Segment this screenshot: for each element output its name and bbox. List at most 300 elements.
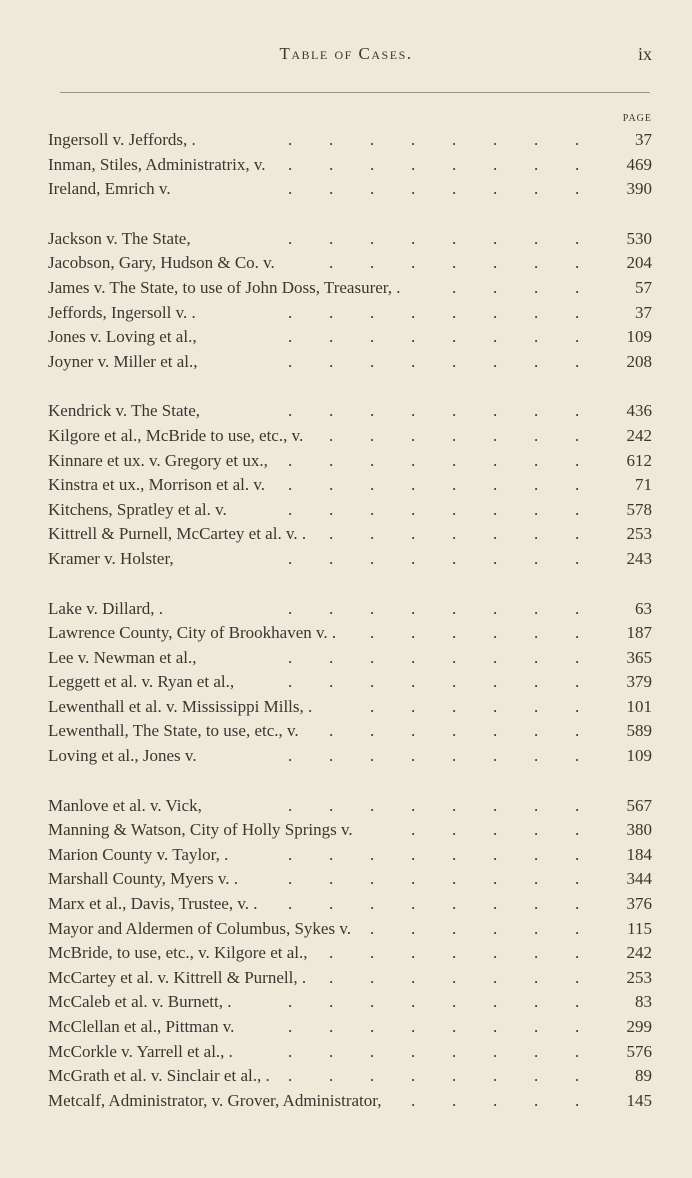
leader-dot: . [411, 130, 416, 149]
leader-dot: . [493, 844, 498, 864]
leader-dot: . [411, 721, 416, 741]
leader-dot: . [534, 277, 539, 297]
case-name: Kendrick v. The State, [48, 401, 201, 421]
leader-dot: . [329, 746, 334, 766]
leader-dot: . [493, 228, 498, 248]
leader-dot: . [288, 992, 293, 1012]
leader-dot: . [575, 894, 580, 914]
leader-dot: . [329, 943, 334, 963]
leader-dot: . [288, 327, 293, 347]
leader-dot: . [452, 253, 457, 273]
letter-group [48, 227, 652, 375]
leader-dot: . [370, 721, 375, 741]
case-name: Marshall County, Myers v. . [48, 869, 238, 889]
leader-dot: . [452, 450, 457, 470]
leader-dot: . [370, 992, 375, 1012]
leader-dot: . [575, 918, 580, 938]
leader-dot: . [452, 130, 457, 149]
case-page-number: 184 [626, 844, 652, 864]
leader-dot: . [329, 154, 334, 174]
leader-dot: . [370, 1041, 375, 1061]
case-name: Lawrence County, City of Brookhaven v. . [48, 623, 337, 643]
leader-dot: . [411, 672, 416, 692]
case-name: Ingersoll v. Jeffords, . [48, 130, 196, 149]
leader-dot: . [370, 425, 375, 445]
case-page-number: 578 [626, 499, 652, 519]
leader-dot: . [575, 327, 580, 347]
leader-dot: . [411, 1017, 416, 1036]
leader-dot: . [575, 992, 580, 1012]
leader-dot: . [493, 179, 498, 199]
leader-dot: . [288, 672, 293, 692]
leader-dot: . [575, 450, 580, 470]
leader-dot: . [452, 672, 457, 692]
leader-dot: . [575, 647, 580, 667]
leader-dot: . [493, 425, 498, 445]
leader-dot: . [411, 746, 416, 766]
leader-dot: . [452, 696, 457, 716]
leader-dot: . [370, 598, 375, 618]
leader-dot: . [288, 844, 293, 864]
leader-dot: . [534, 499, 539, 519]
case-entry [48, 1015, 652, 1040]
case-page-number: 109 [626, 327, 652, 347]
leader-dot: . [575, 844, 580, 864]
case-page-number: 204 [626, 253, 652, 273]
leader-dot: . [575, 721, 580, 741]
leader-dot: . [411, 302, 416, 322]
case-name: Kinstra et ux., Morrison et al. v. [48, 475, 266, 495]
leader-dot: . [411, 1066, 416, 1086]
case-name: Kramer v. Holster, [48, 548, 174, 568]
leader-dot: . [370, 253, 375, 273]
leader-dot: . [575, 1017, 580, 1036]
leader-dot: . [411, 1041, 416, 1061]
case-entry [48, 1040, 652, 1065]
leader-dot: . [452, 277, 457, 297]
case-entry [48, 670, 652, 695]
page-column-label: PAGE [622, 113, 652, 124]
case-entry [48, 301, 652, 326]
case-page-number: 380 [626, 820, 652, 840]
leader-dot: . [575, 253, 580, 273]
case-page-number: 208 [626, 351, 652, 371]
leader-dot: . [575, 696, 580, 716]
leader-dot: . [575, 401, 580, 421]
case-page-number: 612 [626, 450, 652, 470]
leader-dot: . [329, 1041, 334, 1061]
leader-dot: . [534, 327, 539, 347]
leader-dot: . [493, 696, 498, 716]
leader-dot: . [411, 918, 416, 938]
leader-dot: . [452, 844, 457, 864]
letter-group [48, 399, 652, 571]
case-name: McCaleb et al. v. Burnett, . [48, 992, 232, 1012]
leader-dot: . [493, 746, 498, 766]
leader-dot: . [288, 869, 293, 889]
leader-dot: . [534, 820, 539, 840]
leader-dot: . [329, 524, 334, 544]
case-name: McGrath et al. v. Sinclair et al., . [48, 1066, 270, 1086]
leader-dot: . [329, 598, 334, 618]
case-page-number: 365 [626, 647, 652, 667]
case-page-number: 63 [635, 598, 652, 618]
case-entry [48, 449, 652, 474]
leader-dot: . [575, 672, 580, 692]
leader-dot: . [493, 499, 498, 519]
leader-dot: . [411, 943, 416, 963]
case-entry [48, 646, 652, 671]
leader-dot: . [329, 894, 334, 914]
leader-dot: . [411, 499, 416, 519]
leader-dot: . [575, 1041, 580, 1061]
leader-dot: . [534, 967, 539, 987]
leader-dot: . [370, 548, 375, 568]
leader-dot: . [288, 746, 293, 766]
leader-dot: . [534, 1090, 539, 1110]
leader-dot: . [411, 524, 416, 544]
leader-dot: . [493, 1017, 498, 1036]
leader-dot: . [493, 721, 498, 741]
leader-dot: . [411, 475, 416, 495]
leader-dot: . [575, 154, 580, 174]
leader-dot: . [534, 918, 539, 938]
case-page-number: 376 [626, 894, 652, 914]
leader-dot: . [329, 179, 334, 199]
leader-dot: . [493, 647, 498, 667]
case-entry [48, 424, 652, 449]
leader-dot: . [575, 943, 580, 963]
leader-dot: . [411, 647, 416, 667]
leader-dot: . [452, 475, 457, 495]
leader-dot: . [411, 894, 416, 914]
case-name: Loving et al., Jones v. [48, 746, 197, 766]
leader-dot: . [534, 992, 539, 1012]
leader-dot: . [329, 499, 334, 519]
case-entry [48, 325, 652, 350]
leader-dot: . [411, 844, 416, 864]
leader-dot: . [534, 1017, 539, 1036]
leader-dot: . [329, 869, 334, 889]
leader-dot: . [288, 647, 293, 667]
case-entry [48, 227, 652, 252]
case-page-number: 379 [626, 672, 652, 692]
leader-dot: . [329, 401, 334, 421]
leader-dot: . [411, 401, 416, 421]
leader-dot: . [411, 154, 416, 174]
case-entry [48, 941, 652, 966]
leader-dot: . [411, 450, 416, 470]
leader-dot: . [493, 672, 498, 692]
leader-dot: . [411, 351, 416, 371]
case-entry [48, 153, 652, 178]
leader-dot: . [493, 548, 498, 568]
leader-dot: . [411, 820, 416, 840]
leader-dot: . [575, 967, 580, 987]
leader-dot: . [329, 647, 334, 667]
case-entry [48, 473, 652, 498]
case-page-number: 89 [635, 1066, 652, 1086]
case-page-number: 390 [626, 179, 652, 199]
leader-dot: . [493, 253, 498, 273]
case-entry [48, 818, 652, 843]
leader-dot: . [493, 795, 498, 815]
leader-dot: . [329, 1017, 334, 1036]
leader-dot: . [534, 721, 539, 741]
leader-dot: . [370, 795, 375, 815]
case-entry [48, 892, 652, 917]
running-head [0, 44, 692, 74]
leader-dot: . [288, 598, 293, 618]
leader-dot: . [534, 179, 539, 199]
case-name: Lewenthall et al. v. Mississippi Mills, . [48, 696, 313, 716]
leader-dot: . [370, 1066, 375, 1086]
leader-dot: . [370, 524, 375, 544]
leader-dot: . [329, 351, 334, 371]
leader-dot: . [329, 721, 334, 741]
leader-dot: . [452, 524, 457, 544]
leader-dot: . [534, 869, 539, 889]
leader-dot: . [575, 598, 580, 618]
case-page-number: 37 [635, 130, 652, 149]
leader-dot: . [534, 524, 539, 544]
leader-dot: . [534, 351, 539, 371]
leader-dot: . [534, 475, 539, 495]
leader-dot: . [534, 844, 539, 864]
case-page-number: 436 [626, 401, 652, 421]
leader-dot: . [452, 1066, 457, 1086]
leader-dot: . [493, 302, 498, 322]
leader-dot: . [575, 499, 580, 519]
leader-dot: . [452, 302, 457, 322]
leader-dot: . [370, 302, 375, 322]
leader-dot: . [575, 351, 580, 371]
leader-dot: . [411, 179, 416, 199]
header-rule [60, 92, 650, 93]
leader-dot: . [452, 351, 457, 371]
leader-dot: . [288, 795, 293, 815]
case-entry [48, 744, 652, 769]
case-page-number: 83 [635, 992, 652, 1012]
case-index [48, 128, 652, 1138]
leader-dot: . [370, 623, 375, 643]
case-name: McClellan et al., Pittman v. [48, 1017, 235, 1036]
case-name: Marx et al., Davis, Trustee, v. . [48, 894, 258, 914]
leader-dot: . [411, 967, 416, 987]
leader-dot: . [288, 130, 293, 149]
leader-dot: . [411, 1090, 416, 1110]
leader-dot: . [575, 524, 580, 544]
leader-dot: . [452, 869, 457, 889]
leader-dot: . [452, 992, 457, 1012]
leader-dot: . [452, 1090, 457, 1110]
leader-dot: . [575, 228, 580, 248]
leader-dot: . [288, 1066, 293, 1086]
case-entry [48, 990, 652, 1015]
leader-dot: . [493, 820, 498, 840]
leader-dot: . [452, 1041, 457, 1061]
leader-dot: . [493, 277, 498, 297]
leader-dot: . [288, 1041, 293, 1061]
leader-dot: . [452, 746, 457, 766]
case-entry [48, 547, 652, 572]
leader-dot: . [288, 894, 293, 914]
case-name: Lee v. Newman et al., [48, 647, 197, 667]
case-page-number: 71 [635, 475, 652, 495]
case-page-number: 101 [626, 696, 652, 716]
leader-dot: . [288, 179, 293, 199]
case-page-number: 299 [626, 1017, 652, 1036]
leader-dot: . [370, 401, 375, 421]
case-page-number: 242 [626, 943, 652, 963]
case-name: Manning & Watson, City of Holly Springs v. [48, 820, 353, 840]
case-page-number: 187 [626, 623, 652, 643]
leader-dot: . [534, 746, 539, 766]
leader-dot: . [411, 598, 416, 618]
leader-dot: . [575, 1090, 580, 1110]
leader-dot: . [534, 672, 539, 692]
leader-dot: . [493, 894, 498, 914]
leader-dot: . [452, 228, 457, 248]
leader-dot: . [370, 179, 375, 199]
case-name: Metcalf, Administrator, v. Grover, Administrator, [48, 1090, 382, 1110]
leader-dot: . [370, 327, 375, 347]
letter-group [48, 794, 652, 1114]
case-entry [48, 399, 652, 424]
leader-dot: . [411, 425, 416, 445]
leader-dot: . [493, 623, 498, 643]
leader-dot: . [452, 401, 457, 421]
leader-dot: . [329, 327, 334, 347]
leader-dot: . [493, 598, 498, 618]
case-name: Manlove et al. v. Vick, [48, 795, 202, 815]
leader-dot: . [288, 450, 293, 470]
leader-dot: . [288, 548, 293, 568]
leader-dot: . [329, 844, 334, 864]
case-entry [48, 719, 652, 744]
leader-dot: . [534, 450, 539, 470]
leader-dot: . [452, 499, 457, 519]
leader-dot: . [534, 302, 539, 322]
case-page-number: 145 [626, 1090, 652, 1110]
leader-dot: . [534, 253, 539, 273]
leader-dot: . [575, 746, 580, 766]
leader-dot: . [493, 524, 498, 544]
leader-dot: . [370, 844, 375, 864]
leader-dot: . [452, 598, 457, 618]
leader-dot: . [329, 228, 334, 248]
case-name: Kilgore et al., McBride to use, etc., v. [48, 425, 304, 445]
case-name: Kitchens, Spratley et al. v. [48, 499, 227, 519]
leader-dot: . [329, 967, 334, 987]
case-page-number: 243 [626, 548, 652, 568]
leader-dot: . [411, 327, 416, 347]
leader-dot: . [493, 1090, 498, 1110]
case-entry [48, 843, 652, 868]
case-page-number: 469 [626, 154, 652, 174]
leader-dot: . [370, 130, 375, 149]
leader-dot: . [534, 894, 539, 914]
case-name: Leggett et al. v. Ryan et al., [48, 672, 235, 692]
leader-dot: . [493, 154, 498, 174]
leader-dot: . [370, 499, 375, 519]
case-page-number: 242 [626, 425, 652, 445]
leader-dot: . [288, 228, 293, 248]
leader-dot: . [493, 351, 498, 371]
leader-dot: . [575, 475, 580, 495]
leader-dot: . [288, 302, 293, 322]
leader-dot: . [493, 130, 498, 149]
leader-dot: . [493, 1066, 498, 1086]
page-number: ix [637, 44, 652, 64]
case-page-number: 576 [626, 1041, 652, 1061]
leader-dot: . [370, 228, 375, 248]
case-name: Lewenthall, The State, to use, etc., v. [48, 721, 299, 741]
leader-dot: . [329, 1066, 334, 1086]
case-name: McBride, to use, etc., v. Kilgore et al., [48, 943, 308, 963]
case-name: Jeffords, Ingersoll v. . [48, 302, 196, 322]
leader-dot: . [329, 795, 334, 815]
case-entry [48, 276, 652, 301]
leader-dot: . [493, 1041, 498, 1061]
case-page-number: 589 [626, 721, 652, 741]
leader-dot: . [452, 327, 457, 347]
case-name: Lake v. Dillard, . [48, 598, 164, 618]
leader-dot: . [452, 1017, 457, 1036]
leader-dot: . [493, 401, 498, 421]
case-page-number: 37 [635, 302, 652, 322]
case-name: Jacobson, Gary, Hudson & Co. v. [48, 253, 275, 273]
leader-dot: . [575, 795, 580, 815]
leader-dot: . [493, 869, 498, 889]
leader-dot: . [411, 228, 416, 248]
case-name: Joyner v. Miller et al., [48, 351, 198, 371]
leader-dot: . [452, 943, 457, 963]
case-entry [48, 1089, 652, 1114]
case-entry [48, 498, 652, 523]
case-page-number: 344 [626, 869, 652, 889]
leader-dot: . [411, 623, 416, 643]
leader-dot: . [452, 918, 457, 938]
leader-dot: . [575, 548, 580, 568]
leader-dot: . [575, 302, 580, 322]
leader-dot: . [288, 154, 293, 174]
case-name: James v. The State, to use of John Doss, Treasurer, . [48, 277, 401, 297]
leader-dot: . [329, 548, 334, 568]
case-name: Jones v. Loving et al., [48, 327, 197, 347]
leader-dot: . [452, 548, 457, 568]
leader-dot: . [452, 154, 457, 174]
running-title: Table of Cases. [279, 44, 413, 63]
leader-dot: . [411, 696, 416, 716]
leader-dot: . [370, 967, 375, 987]
leader-dot: . [534, 1066, 539, 1086]
leader-dot: . [411, 795, 416, 815]
leader-dot: . [452, 647, 457, 667]
leader-dot: . [493, 918, 498, 938]
leader-dot: . [534, 228, 539, 248]
leader-dot: . [370, 475, 375, 495]
leader-dot: . [288, 351, 293, 371]
leader-dot: . [452, 623, 457, 643]
case-page-number: 567 [626, 795, 652, 815]
case-entry [48, 867, 652, 892]
case-name: Jackson v. The State, [48, 228, 191, 248]
case-name: McCartey et al. v. Kittrell & Purnell, . [48, 967, 307, 987]
case-entry [48, 1064, 652, 1089]
leader-dot: . [575, 820, 580, 840]
leader-dot: . [534, 943, 539, 963]
